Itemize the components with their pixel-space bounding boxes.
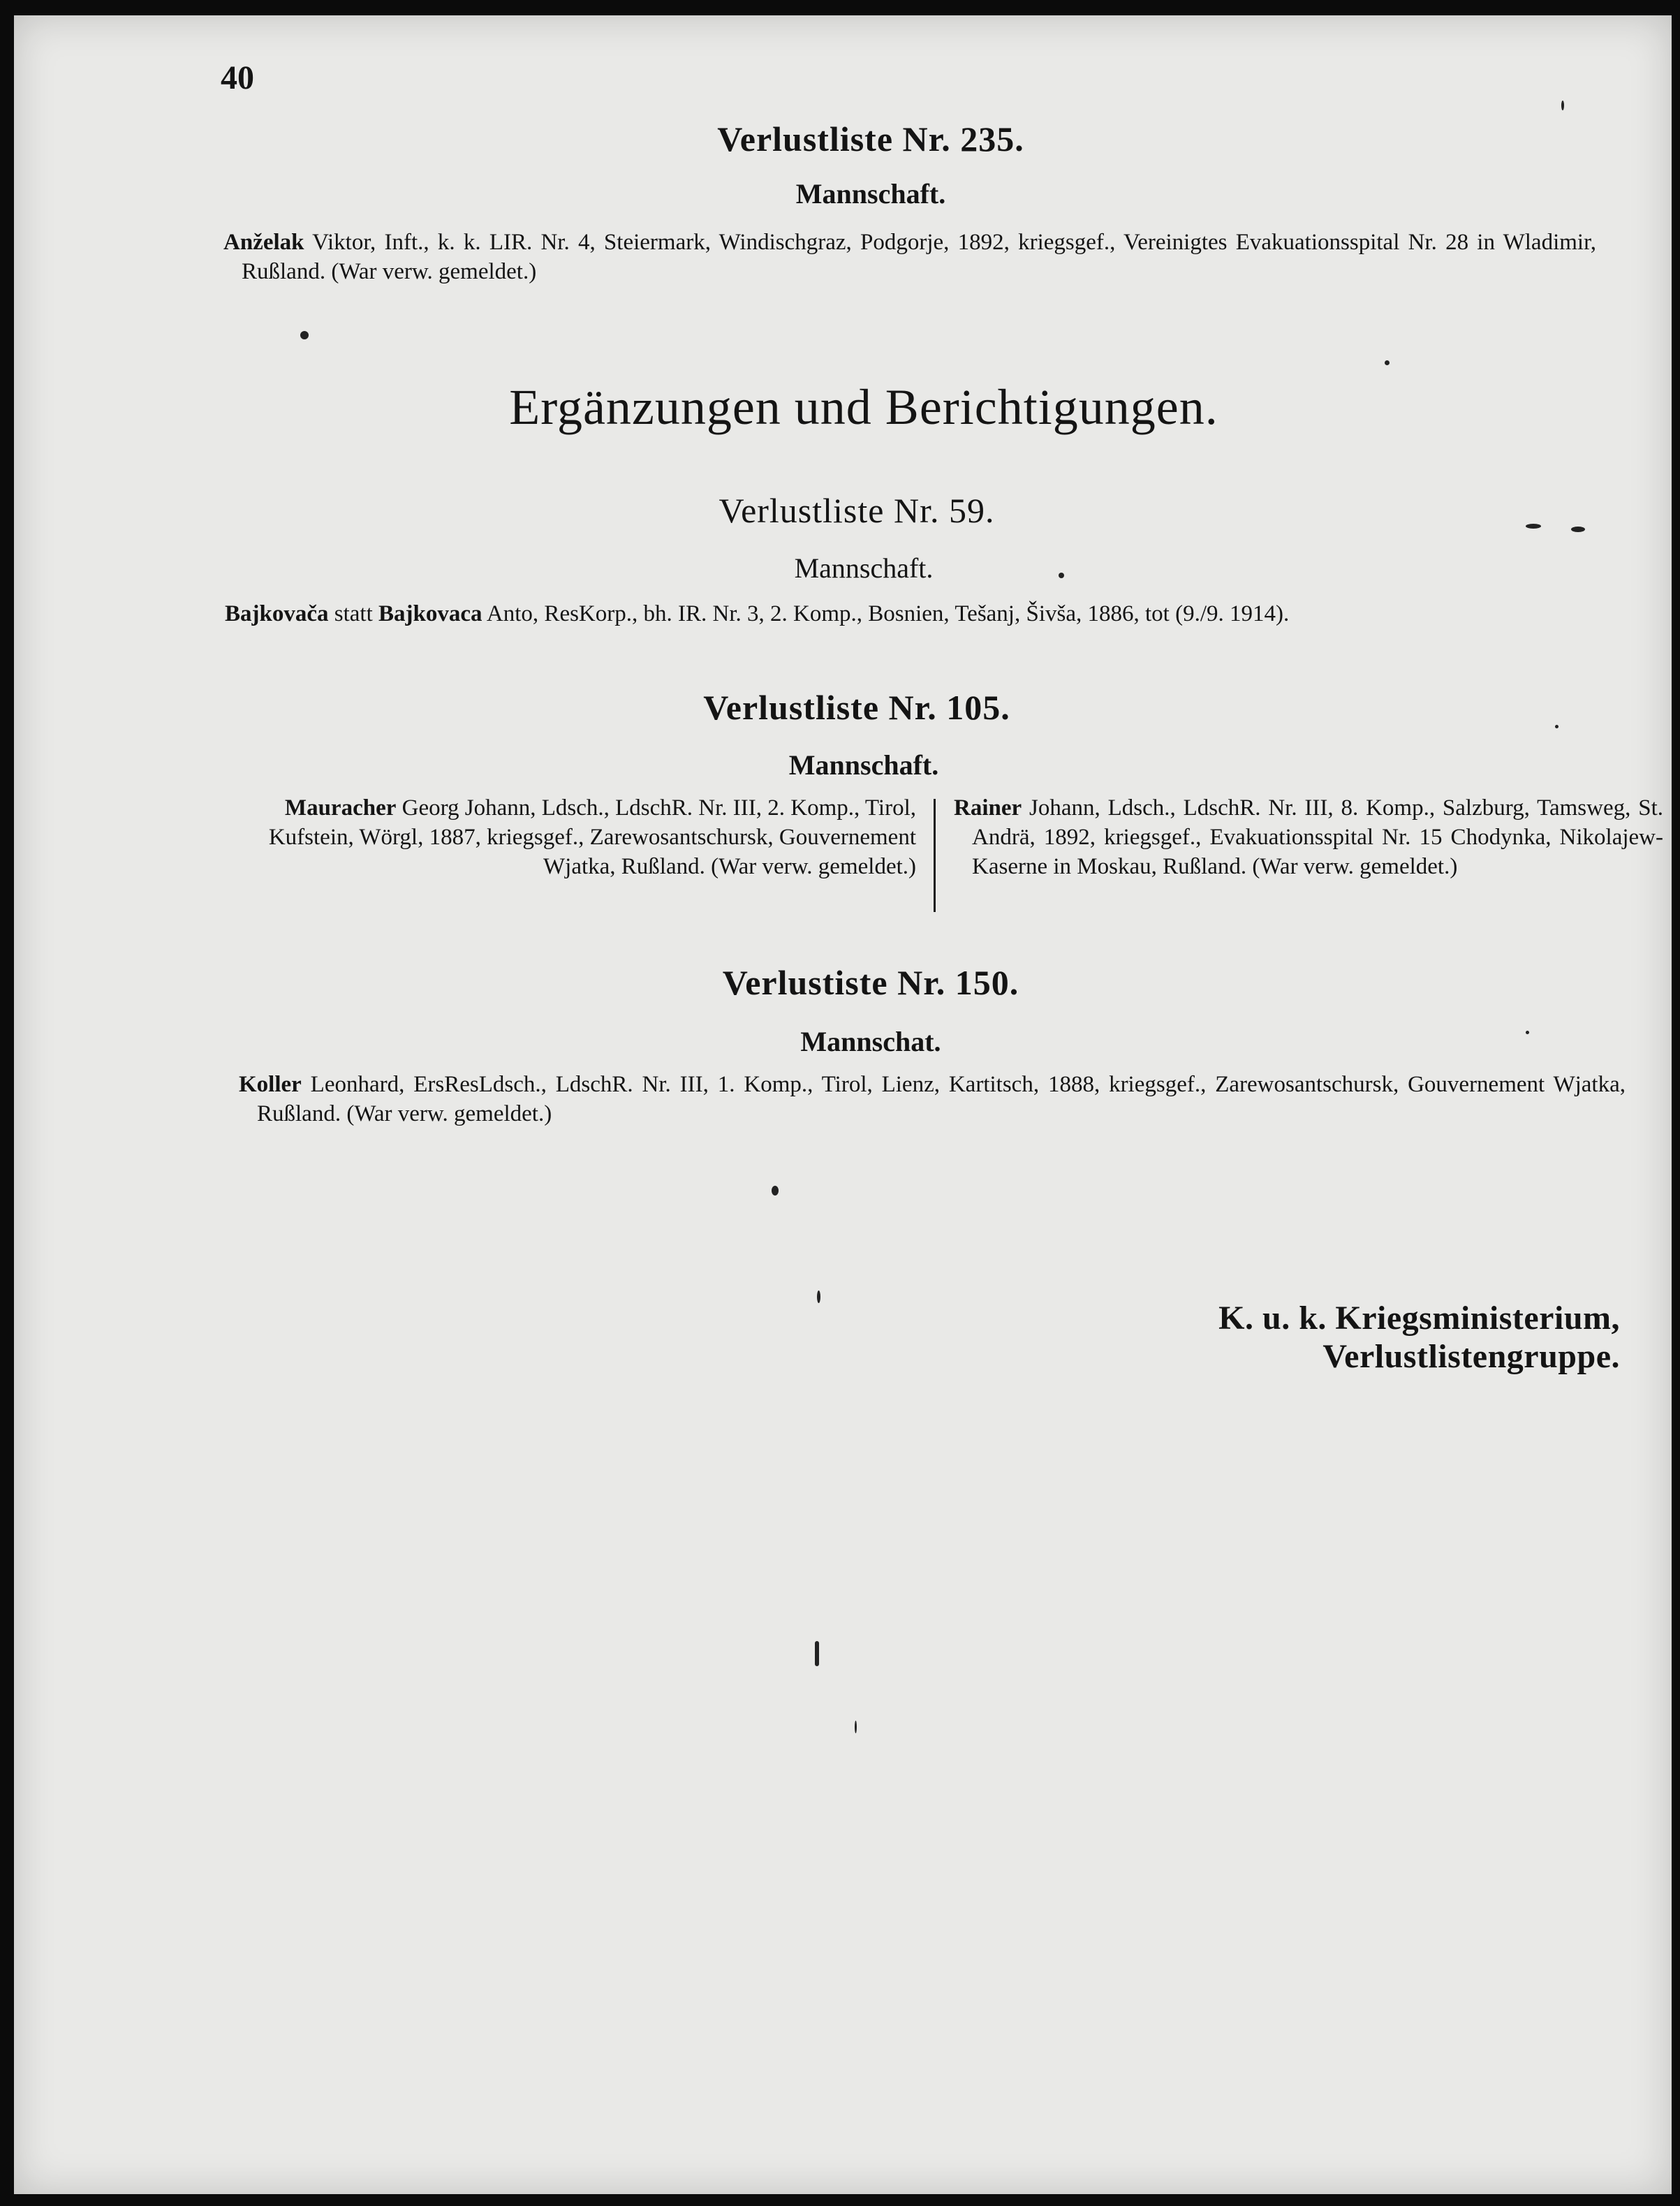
speck <box>1526 524 1541 529</box>
speck <box>1555 725 1559 728</box>
speck <box>817 1290 820 1303</box>
entry-text: Leonhard, ErsResLdsch., LdschR. Nr. III, 1. Komp., Tirol, Lienz, Kartitsch, 1888, kriegsgef., Zarewosantschursk, Gouvernement Wjatka, Rußland. (War verw. gemeldet.) <box>257 1072 1626 1126</box>
document-page <box>14 15 1672 2194</box>
entry-name: Koller <box>239 1072 302 1097</box>
list-59-entry <box>225 599 1586 628</box>
list-235-title: Verlustliste Nr. 235. <box>717 119 1024 159</box>
entry-name: Bajkovača <box>225 601 329 626</box>
entry-name: Rainer <box>954 795 1022 821</box>
list-235-entry <box>223 228 1596 286</box>
list-105-title: Verlustliste Nr. 105. <box>703 688 1010 727</box>
speck <box>1059 573 1064 578</box>
list-59-title: Verlustliste Nr. 59. <box>719 491 995 530</box>
list-105-entry-left <box>225 793 916 881</box>
list-150-subtitle: Mannschat. <box>800 1026 941 1057</box>
signature: K. u. k. Kriegsministerium, Verlustlistengruppe. <box>1218 1300 1620 1375</box>
list-105-subtitle: Mannschaft. <box>788 749 939 781</box>
list-150-entry <box>239 1070 1626 1128</box>
entry-name-original: Bajkovaca <box>378 601 482 626</box>
list-235-subtitle: Mannschaft. <box>795 178 946 209</box>
main-heading: Ergänzungen und Berichtigungen. <box>509 379 1218 435</box>
speck <box>300 331 309 339</box>
speck <box>815 1641 819 1666</box>
entry-mid: statt <box>328 601 378 626</box>
column-divider <box>934 799 936 912</box>
speck <box>1385 360 1390 365</box>
page-number: 40 <box>221 59 254 96</box>
list-105-entry-right <box>954 793 1663 881</box>
entry-text: Anto, ResKorp., bh. IR. Nr. 3, 2. Komp., Bosnien, Tešanj, Šivša, 1886, tot (9./9. 1914). <box>482 601 1290 626</box>
speck <box>1526 1031 1529 1034</box>
entry-name: Mauracher <box>284 795 397 821</box>
entry-text: Johann, Ldsch., LdschR. Nr. III, 8. Komp., Salzburg, Tamsweg, St. Andrä, 1892, kriegsgef., Evakuationsspital Nr. 15 Chodynka, Nikolajew-Kaserne in Moskau, Rußland. (War verw. gemeldet.) <box>972 795 1663 879</box>
list-150-title: Verlustiste Nr. 150. <box>722 963 1019 1002</box>
speck <box>855 1721 857 1733</box>
entry-text: Viktor, Inft., k. k. LIR. Nr. 4, Steiermark, Windischgraz, Podgorje, 1892, kriegsgef., Vereinigtes Evakuationsspital Nr. 28 in Wladimir, Rußland. (War verw. gemeldet.) <box>242 230 1596 284</box>
speck <box>772 1186 779 1196</box>
speck <box>1561 101 1564 110</box>
entry-name: Anželak <box>223 230 304 255</box>
entry-text: Georg Johann, Ldsch., LdschR. Nr. III, 2. Komp., Tirol, Kufstein, Wörgl, 1887, kriegsgef., Zarewosantschursk, Gouvernement Wjatka, Rußland. (War verw. gemeldet.) <box>268 795 916 879</box>
speck <box>1571 527 1585 532</box>
list-59-subtitle: Mannschaft. <box>794 552 934 584</box>
